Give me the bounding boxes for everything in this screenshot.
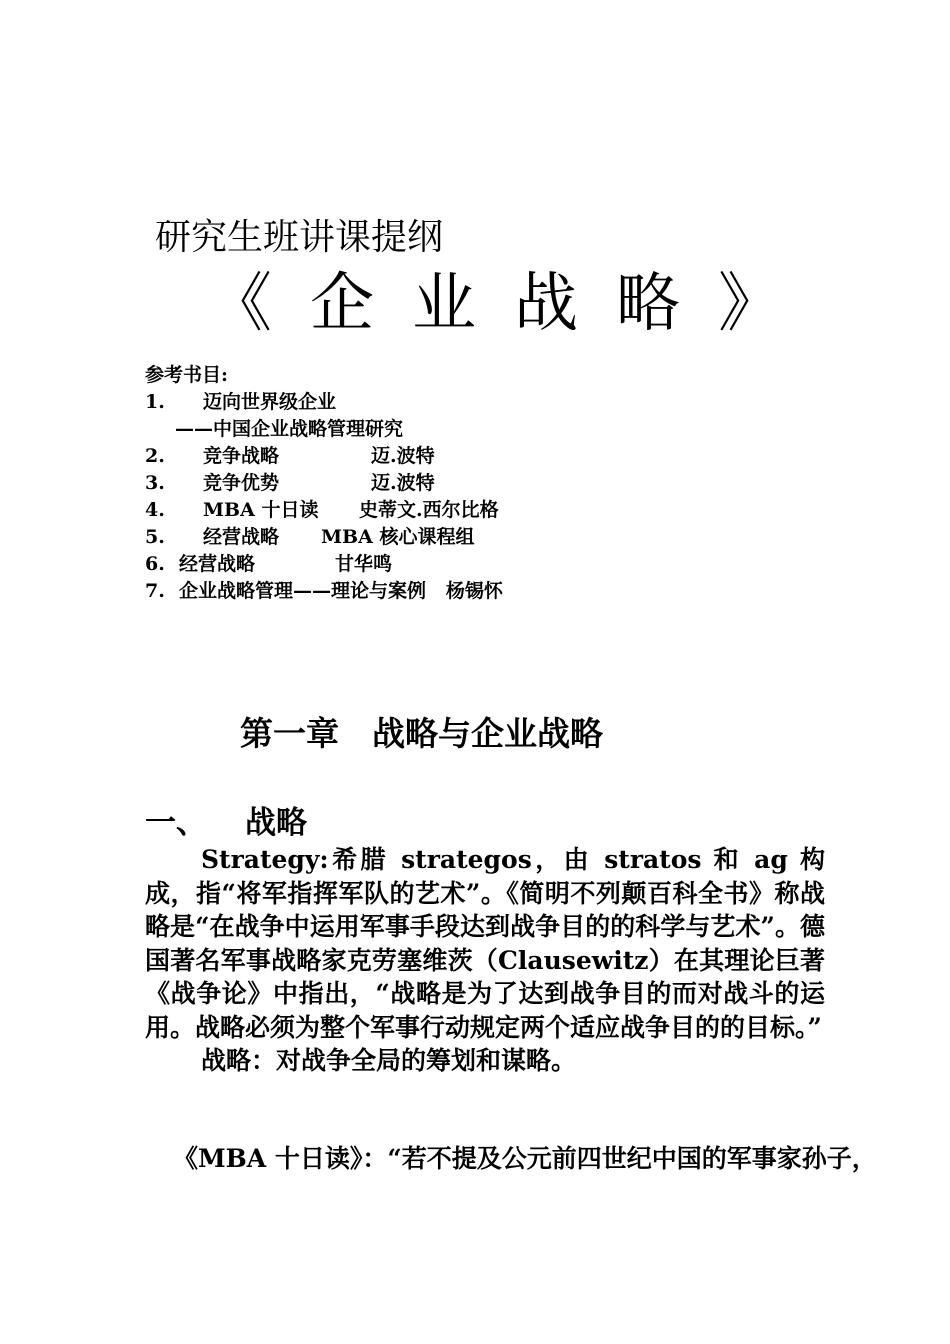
section-heading (145, 802, 307, 844)
reference-title: 竞争优势 (203, 472, 280, 494)
reference-number: 4. (145, 499, 165, 521)
main-title (208, 262, 782, 346)
reference-author: 史蒂文.西尔比格 (359, 499, 499, 521)
section-index: 一、 (145, 805, 207, 841)
body-text (145, 843, 825, 1078)
quote-paragraph (145, 1142, 925, 1176)
reference-author: 迈.波特 (371, 445, 435, 467)
reference-number: 3. (145, 472, 165, 494)
reference-item (145, 416, 503, 443)
subtitle: 研究生班讲课提纲 (155, 217, 444, 258)
reference-item (145, 578, 503, 605)
title-char: 》 (718, 267, 782, 341)
paragraph: 战略：对战争全局的筹划和谋略。 (201, 1046, 577, 1075)
reference-number: 7. (145, 580, 165, 602)
reference-title: 经营战略 (179, 553, 256, 575)
title-char: 企 (310, 267, 374, 341)
reference-list (145, 362, 503, 605)
reference-title: 迈向世界级企业 (203, 391, 337, 413)
title-char: 战 (514, 267, 578, 341)
reference-item (145, 551, 503, 578)
reference-author: MBA 核心课程组 (321, 526, 475, 548)
reference-title: 企业战略管理——理论与案例 (179, 580, 427, 602)
reference-title: 经营战略 (203, 526, 280, 548)
title-char: 略 (616, 267, 680, 341)
reference-number: 1. (145, 391, 165, 413)
reference-title: MBA 十日读 (203, 499, 319, 521)
paragraph: Strategy:希腊 strategos，由 stratos 和 ag 构成，指“将军指挥军队的艺术”。《简明不列颠百科全书》称战略是“在战争中运用军事手段达到战争目的的科学与艺术”。德国著名军事战略家克劳塞维茨（Clausewitz）在其理论巨著《战争论》中指出，“战略是为了达到战争目的而对战斗的运用。战略必须为整个军事行动规定两个适应战争目的的目标。” (145, 845, 825, 1042)
reference-item (145, 470, 503, 497)
reference-number: 6. (145, 553, 165, 575)
reference-item (145, 389, 503, 416)
title-char: 业 (412, 267, 476, 341)
reference-author: 甘华鸣 (335, 553, 393, 575)
reference-heading: 参考书目: (145, 364, 229, 386)
title-char: 《 (208, 267, 272, 341)
reference-author: 杨锡怀 (445, 580, 503, 602)
reference-number: 5. (145, 526, 165, 548)
section-title: 战略 (245, 805, 307, 841)
reference-title: ——中国企业战略管理研究 (175, 418, 404, 440)
reference-title: 竞争战略 (203, 445, 280, 467)
reference-number: 2. (145, 445, 165, 467)
reference-item (145, 497, 503, 524)
reference-item (145, 443, 503, 470)
reference-item (145, 524, 503, 551)
reference-author: 迈.波特 (371, 472, 435, 494)
chapter-heading: 第一章 战略与企业战略 (240, 714, 603, 753)
paragraph: 《MBA 十日读》：“若不提及公元前四世纪中国的军事家孙子， (173, 1144, 877, 1173)
